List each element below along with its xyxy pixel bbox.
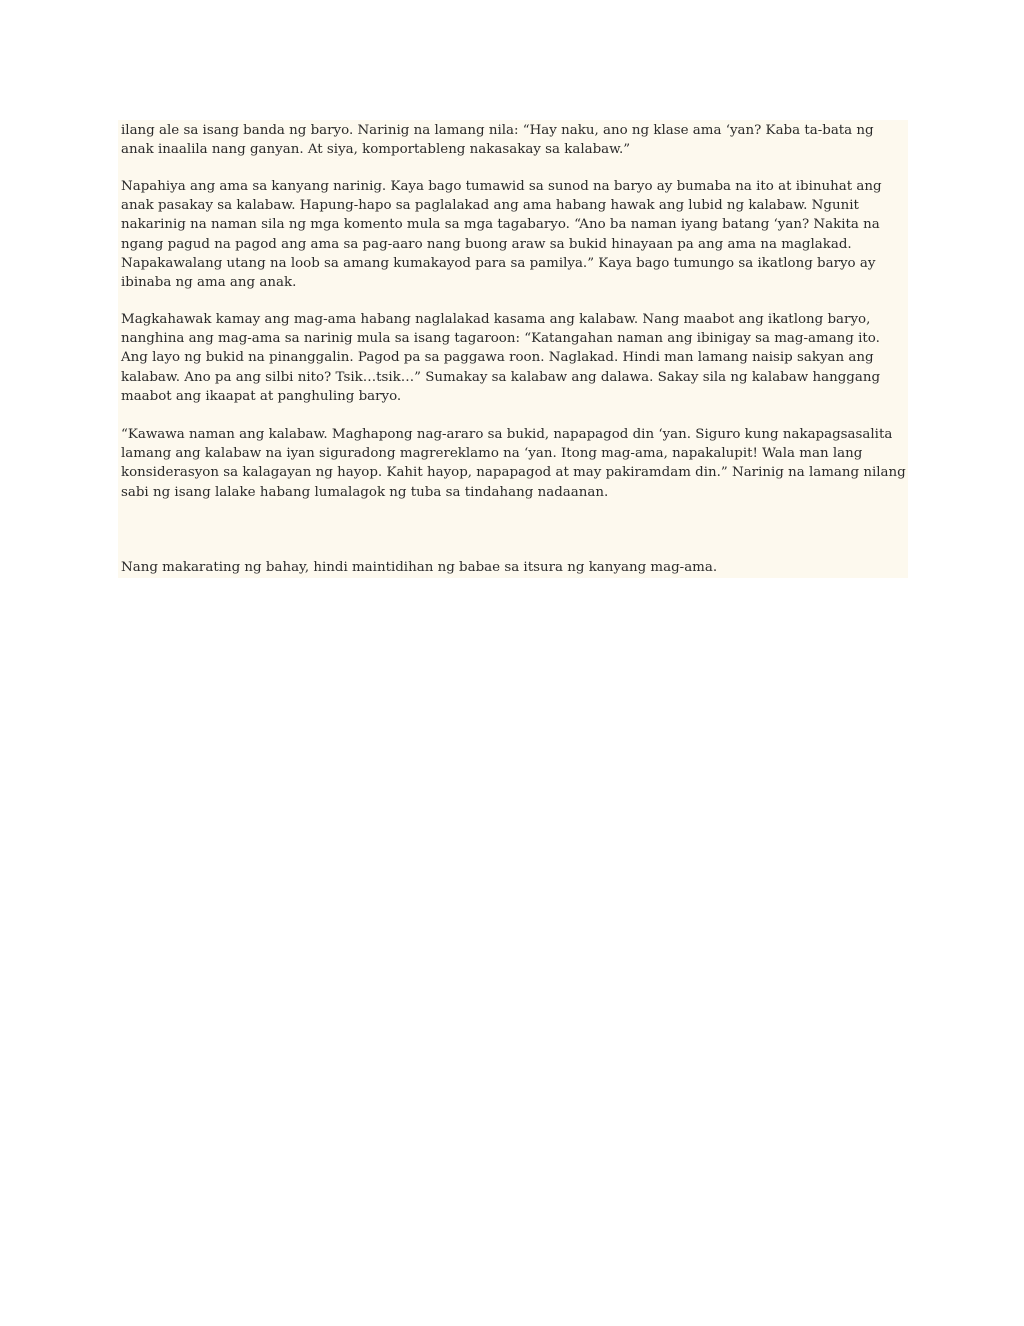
story-text-block bbox=[118, 120, 908, 578]
paragraph-3: Magkahawak kamay ang mag-ama habang naglalakad kasama ang kalabaw. Nang maabot ang ikatlong baryo, nanghina ang mag-ama sa narinig mula sa isang tagaroon: “Katangahan naman ang ibinigay sa mag-amang ito. Ang layo ng bukid na pinanggalin. Pagod pa sa paggawa roon. Naglakad. Hindi man lamang naisip sakyan ang kalabaw. Ano pa ang silbi nito? Tsik…tsik…” Sumakay sa kalabaw ang dalawa. Sakay sila ng kalabaw hanggang maabot ang ikaapat at panghuling baryo. bbox=[121, 312, 881, 404]
paragraph-4: “Kawawa naman ang kalabaw. Maghapong nag-araro sa bukid, napapagod din ‘yan. Siguro kung nakapagsasalita lamang ang kalabaw na iyan siguradong magrereklamo na ‘yan. Itong mag-ama, napakalupit! Wala man lang konsiderasyon sa kalagayan ng hayop. Kahit hayop, napapagod at may pakiramdam din.” Narinig na lamang nilang sabi ng isang lalake habang lumalagok ng tuba sa tindahang nadaanan. bbox=[121, 427, 906, 500]
paragraph-5: Nang makarating ng bahay, hindi maintidihan ng babae sa itsura ng kanyang mag-ama. bbox=[121, 560, 718, 575]
paragraph-2: Napahiya ang ama sa kanyang narinig. Kaya bago tumawid sa sunod na baryo ay bumaba na ito at ibinuhat ang anak pasakay sa kalabaw. Hapung-hapo sa paglalakad ang ama habang hawak ang lubid ng kalabaw. Ngunit nakarinig na naman sila ng mga komento mula sa mga tagabaryo. “Ano ba naman iyang batang ‘yan? Nakita na ngang pagud na pagod ang ama sa pag-aaro nang buong araw sa bukid hinayaan pa ang ama na maglakad. Napakawalang utang na loob sa amang kumakayod para sa pamilya.” Kaya bago tumungo sa ikatlong baryo ay ibinaba ng ama ang anak. bbox=[121, 179, 882, 291]
paragraph-1: ilang ale sa isang banda ng baryo. Narinig na lamang nila: “Hay naku, ano ng klase ama ‘yan? Kaba ta-bata ng anak inaalila nang ganyan. At siya, komportableng nakasakay sa kalabaw.” bbox=[121, 123, 874, 158]
